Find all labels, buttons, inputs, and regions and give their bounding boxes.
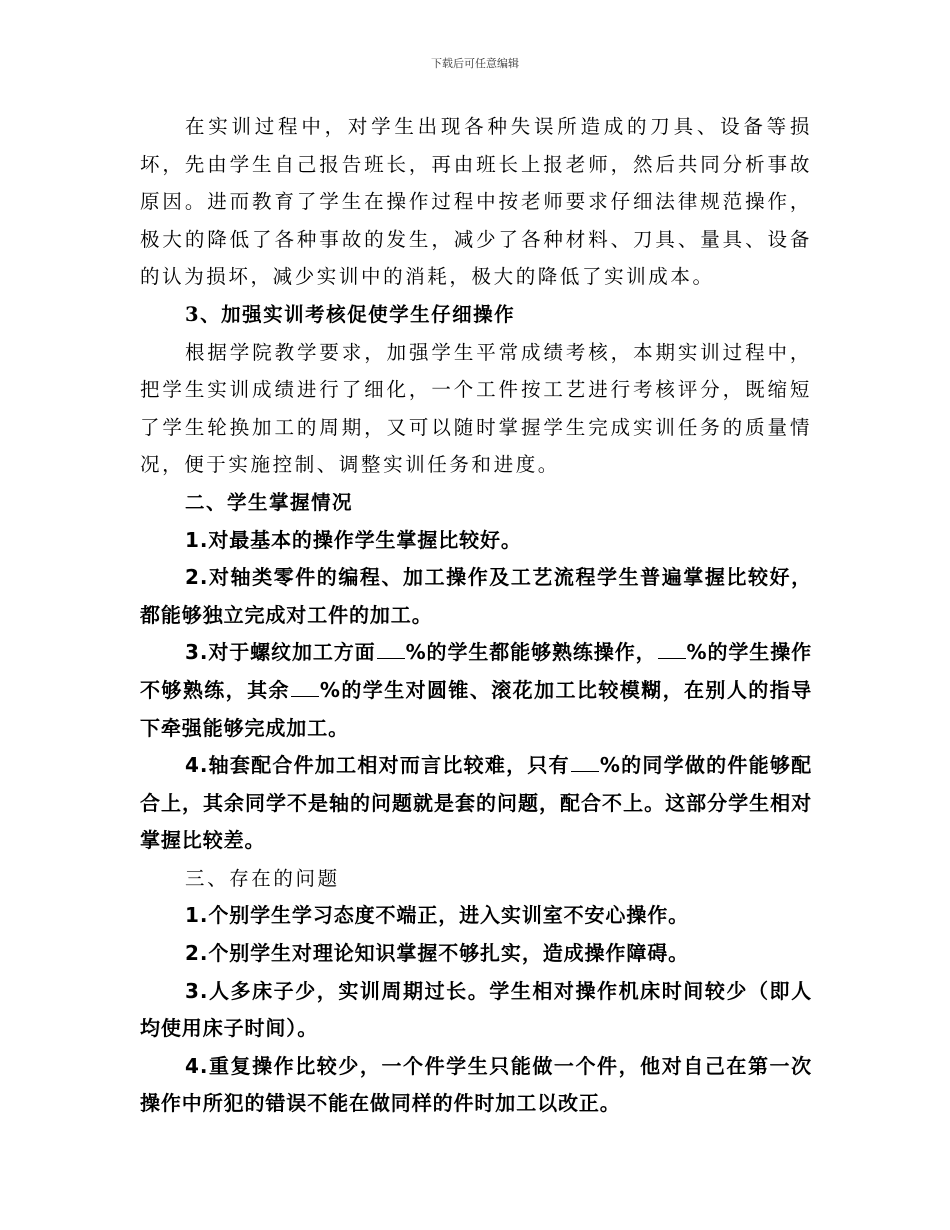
problem-item-1: 1.个别学生学习态度不端正，进入实训室不安心操作。 — [185, 903, 690, 928]
text-segment: %的学生操作不够熟练，其余 — [140, 640, 813, 702]
mastery-item-4 — [140, 747, 812, 860]
section-heading-problems: 三、存在的问题 — [185, 866, 340, 890]
text-segment: 3.对于螺纹加工方面 — [185, 640, 376, 665]
mastery-item-3 — [140, 634, 812, 747]
text-segment: %的学生对圆锥、滚花加工比较模糊，在别人的指导下牵强能够完成加工。 — [140, 677, 812, 740]
problem-item-4: 4.重复操作比较少，一个件学生只能做一个件，他对自己在第一次操作中所犯的错误不能在做同样的件时加工以改正。 — [140, 1053, 812, 1116]
mastery-item-2: 2.对轴类零件的编程、加工操作及工艺流程学生普遍掌握比较好，都能够独立完成对工件的加工。 — [140, 565, 812, 627]
paragraph-assessment: 根据学院教学要求，加强学生平常成绩考核，本期实训过程中，把学生实训成绩进行了细化，一个工件按工艺进行考核评分，既缩短了学生轮换加工的周期，又可以随时掌握学生完成实训任务的质量情况，便于实施控制、调整实训任务和进度。 — [140, 340, 812, 477]
mastery-item-1: 1.对最基本的操作学生掌握比较好。 — [185, 527, 522, 552]
text-segment: 4.轴套配合件加工相对而言比较难，只有 — [185, 753, 570, 778]
section-heading-mastery: 二、学生掌握情况 — [185, 490, 354, 514]
text-segment: %的同学做的件能够配合上，其余同学不是轴的问题就是套的问题，配合不上。这部分学生相对掌握比较差。 — [140, 753, 812, 853]
blank-underline — [658, 640, 686, 659]
blank-underline — [377, 640, 405, 659]
paragraph-damage-reporting: 在实训过程中，对学生出现各种失误所造成的刀具、设备等损坏，先由学生自己报告班长，再由班长上报老师，然后共同分析事故原因。进而教育了学生在操作过程中按老师要求仔细法律规范操作，极大的降低了各种事故的发生，减少了各种材料、刀具、量具、设备的认为损坏，减少实训中的消耗，极大的降低了实训成本。 — [140, 115, 812, 289]
page-header: 下载后可任意编辑 — [431, 57, 519, 70]
text-segment: %的学生都能够熟练操作， — [405, 640, 657, 665]
problem-item-3: 3.人多床子少，实训周期过长。学生相对操作机床时间较少（即人均使用床子时间）。 — [140, 978, 812, 1041]
section-heading-assessment: 3、加强实训考核促使学生仔细操作 — [185, 302, 516, 326]
problem-item-2: 2.个别学生对理论知识掌握不够扎实，造成操作障碍。 — [185, 941, 690, 966]
document-body — [140, 108, 812, 1123]
blank-underline — [571, 753, 599, 772]
blank-underline — [291, 678, 319, 697]
